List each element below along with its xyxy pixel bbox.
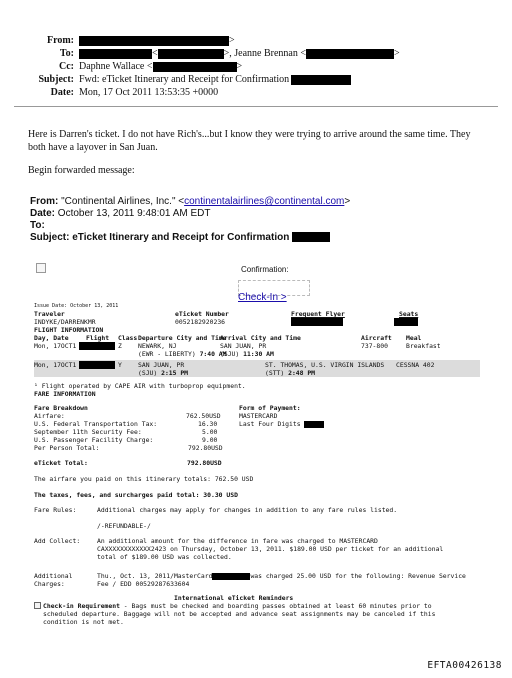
sep11-value: 5.00 — [202, 428, 218, 436]
forwarded-header — [30, 196, 490, 244]
flight-2-day: Mon, 17OCT1 — [34, 361, 77, 369]
message-line: both have a layover in San Juan. — [28, 142, 158, 153]
col-flight: Flight — [86, 334, 110, 342]
to-value: < >, Jeanne Brennan < > — [79, 47, 400, 60]
flight-1-meal: Breakfast — [406, 342, 441, 350]
flight-1-day: Mon, 17OCT1 — [34, 342, 77, 350]
col-day-date: Day, Date — [34, 334, 69, 342]
checkin-requirement-line: scheduled departure. Baggage will not be accepted and advance seat assignments may be canceled if this — [43, 610, 436, 618]
to-recipient-name: >, Jeanne Brennan < — [223, 48, 307, 59]
fed-tax-value: 16.30 — [198, 420, 218, 428]
cc-value: Daphne Wallace < > — [79, 61, 243, 72]
flight-1-arrive-time: (SJU) 11:30 AM — [220, 350, 274, 358]
broken-image-icon — [34, 602, 41, 609]
subject-text: Fwd: eTicket Itinerary and Receipt for Confirmation — [79, 74, 290, 85]
subject-label: Subject: — [38, 74, 74, 85]
forwarded-subject: Subject: eTicket Itinerary and Receipt for Confirmation — [30, 232, 490, 244]
pfc-value: 9.00 — [202, 436, 218, 444]
redaction — [291, 318, 343, 326]
subject-value — [79, 73, 351, 86]
forwarded-to: To: — [30, 220, 45, 231]
additional-charges-line: Fee / EDD 00529287633604 — [97, 580, 190, 588]
bates-number: EFTA00426138 — [427, 660, 502, 671]
date-value: Mon, 17 Oct 2011 13:53:35 +0000 — [79, 87, 219, 98]
seats-label: Seats — [399, 310, 419, 318]
from-value: > — [79, 34, 235, 47]
frequent-flyer-label: Frequent Flyer — [291, 310, 345, 318]
col-aircraft: Aircraft — [361, 334, 392, 342]
footnote: ¹ Flight operated by CAPE AIR with turboprop equipment. — [34, 382, 246, 390]
message-body — [28, 128, 498, 177]
airfare-value: 762.50USD — [186, 412, 221, 420]
eticket-number-label: eTicket Number — [175, 310, 229, 318]
to-label: To: — [59, 48, 74, 59]
begin-forwarded: Begin forwarded message: — [28, 165, 135, 176]
eticket-total-label: eTicket Total: — [34, 459, 88, 467]
per-person-total-value: 792.80USD — [188, 444, 223, 452]
checkin-requirement-line: condition is not met. — [43, 618, 124, 626]
taxes-paid-total: The taxes, fees, and surcharges paid total: 30.30 USD — [34, 491, 238, 499]
cc-name: Daphne Wallace < — [79, 61, 153, 72]
flight-1-aircraft: 737-800 — [361, 342, 388, 350]
fed-tax-label: U.S. Federal Transportation Tax: — [34, 420, 158, 428]
flight-2-class: Y — [118, 361, 122, 369]
redaction — [306, 49, 394, 59]
redaction — [292, 232, 330, 242]
flight-2-arrive-city: ST. THOMAS, U.S. VIRGIN ISLANDS — [265, 361, 385, 369]
forwarded-date: Date: October 13, 2011 9:48:01 AM EDT — [30, 208, 211, 219]
eticket-number: 0052182920236 — [175, 318, 226, 326]
date-label: Date: — [50, 87, 74, 98]
add-collect-line: An additional amount for the difference in fare was charged to MASTERCARD — [97, 537, 378, 545]
flight-information-heading: FLIGHT INFORMATION — [34, 326, 104, 334]
per-person-total-label: Per Person Total: — [34, 444, 100, 452]
redaction — [291, 75, 351, 85]
flight-2-aircraft: CESSNA 402 — [396, 361, 435, 369]
sep11-label: September 11th Security Fee: — [34, 428, 142, 436]
flight-1-depart-city: NEWARK, NJ — [138, 342, 177, 350]
cc-label: Cc: — [59, 61, 74, 72]
flight-1-class: Z — [118, 342, 122, 350]
flight-1-depart-time: (EWR - LIBERTY) 7:40 AM — [138, 350, 227, 358]
payment-label: Form of Payment: — [239, 404, 301, 412]
from-email-link[interactable]: continentalairlines@continental.com — [184, 196, 345, 207]
redaction — [212, 573, 250, 580]
redaction — [394, 318, 418, 326]
broken-image-icon — [36, 263, 46, 273]
forwarded-from: From: "Continental Airlines, Inc." <continentalairlines@continental.com> — [30, 196, 351, 207]
check-in-link[interactable]: Check-In > — [238, 292, 287, 303]
redaction — [304, 421, 324, 428]
fare-breakdown-heading: Fare Breakdown — [34, 404, 88, 412]
fare-rules-text: Additional charges may apply for changes in addition to any fare rules listed. — [97, 506, 398, 514]
pfc-label: U.S. Passenger Facility Charge: — [34, 436, 154, 444]
redaction — [79, 49, 152, 59]
from-label: From: — [46, 35, 74, 46]
redaction — [79, 342, 115, 350]
confirmation-label: Confirmation: — [241, 265, 289, 274]
redaction — [158, 49, 224, 59]
col-arrival: Arrival City and Time — [220, 334, 301, 342]
additional-charges-label: Charges: — [34, 580, 65, 588]
additional-charges-label: Additional — [34, 572, 73, 580]
add-collect-label: Add Collect: — [34, 537, 81, 545]
header-divider — [14, 106, 498, 107]
add-collect-line: CAXXXXXXXXXXXX2423 on Thursday, October 13, 2011. $189.00 USD per ticket for an additional — [97, 545, 444, 553]
redaction — [153, 62, 237, 72]
redaction — [79, 36, 229, 46]
fare-information-heading: FARE INFORMATION — [34, 390, 96, 398]
nonrefundable-text: /-REFUNDABLE-/ — [97, 522, 151, 530]
flight-1-arrive-city: SAN JUAN, PR — [220, 342, 267, 350]
last-four-digits: Last Four Digits — [239, 420, 324, 428]
add-collect-line: total of $189.00 USD was collected. — [97, 553, 232, 561]
col-meal: Meal — [406, 334, 422, 342]
flight-2-depart-city: SAN JUAN, PR — [138, 361, 185, 369]
fare-rules-label: Fare Rules: — [34, 506, 77, 514]
issue-date: Issue Date: October 13, 2011 — [34, 303, 119, 309]
redaction — [79, 361, 115, 369]
col-departure: Departure City and Time — [138, 334, 227, 342]
checkin-requirement-line: Check-in Requirement - Bags must be checked and boarding passes obtained at least 60 minutes prior to — [43, 602, 432, 610]
reminders-title: International eTicket Reminders — [174, 594, 294, 602]
flight-2-arrive-time: (STT) 2:48 PM — [265, 369, 316, 377]
airfare-paid-total: The airfare you paid on this itinerary totals: 762.50 USD — [34, 475, 254, 483]
message-line: Here is Darren's ticket. I do not have Rich's...but I know they were trying to arrive around the same time. They — [28, 129, 471, 140]
traveler-name: INDYKE/DARRENKMR — [34, 318, 96, 326]
additional-charges-line: Thu., Oct. 13, 2011/MasterCard was charged 25.00 USD for the following: Revenue Service — [97, 572, 466, 580]
flight-2-depart-time: (SJU) 2:15 PM — [138, 369, 189, 377]
payment-card: MASTERCARD — [239, 412, 278, 420]
eticket-total-value: 792.80USD — [187, 459, 222, 467]
airfare-label: Airfare: — [34, 412, 65, 420]
traveler-label: Traveler — [34, 310, 65, 318]
col-class: Class — [118, 334, 138, 342]
